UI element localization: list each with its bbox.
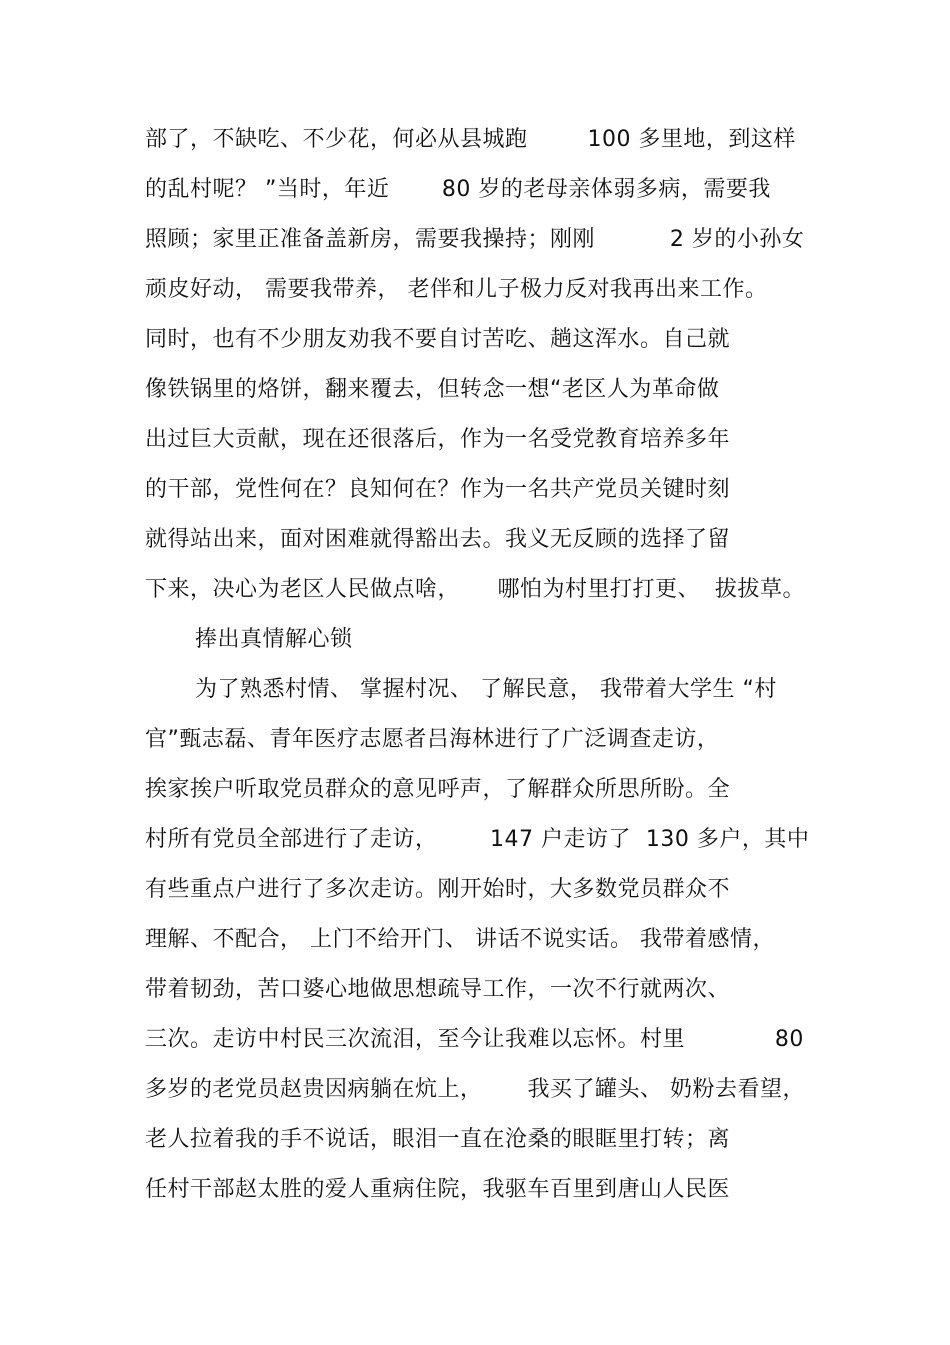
- text-line: 带着韧劲，苦口婆心地做思想疏导工作，一次不行就两次、: [145, 977, 731, 1002]
- text-line: 下来，决心为老区人民做点啥， 哪怕为村里打打更、 拔拔草。: [145, 577, 805, 602]
- text-line: 就得站出来，面对困难就得豁出去。我义无反顾的选择了留: [145, 527, 731, 552]
- text-line: 的乱村呢？ ”当时，年近 80 岁的老母亲体弱多病，需要我: [145, 177, 771, 202]
- paragraph-first-line: 为了熟悉村情、 掌握村况、 了解民意， 我带着大学生 “村: [195, 677, 777, 702]
- text-line: 理解、不配合， 上门不给开门、 讲话不说实话。 我带着感情，: [145, 927, 775, 952]
- text-line: 三次。走访中村民三次流泪，至今让我难以忘怀。村里 80: [145, 1027, 804, 1052]
- section-heading: 捧出真情解心锁: [195, 627, 353, 652]
- text-line: 有些重点户进行了多次走访。刚开始时，大多数党员群众不: [145, 877, 731, 902]
- text-line: 挨家挨户听取党员群众的意见呼声，了解群众所思所盼。全: [145, 777, 731, 802]
- text-line: 部了，不缺吃、不少花，何必从县城跑 100 多里地，到这样: [145, 127, 796, 152]
- text-line: 顽皮好动， 需要我带养， 老伴和儿子极力反对我再出来工作。: [145, 277, 768, 302]
- text-line: 的干部，党性何在？良知何在？作为一名共产党员关键时刻: [145, 477, 731, 502]
- text-line: 出过巨大贡献，现在还很落后，作为一名受党教育培养多年: [145, 427, 731, 452]
- text-line: 像铁锅里的烙饼，翻来覆去，但转念一想“老区人为革命做: [145, 377, 720, 402]
- text-line: 官”甄志磊、青年医疗志愿者吕海林进行了广泛调查走访，: [145, 727, 720, 752]
- text-line: 任村干部赵太胜的爱人重病住院，我驱车百里到唐山人民医: [145, 1177, 731, 1202]
- text-line: 村所有党员全部进行了走访， 147 户走访了 130 多户，其中: [145, 827, 810, 852]
- text-line: 多岁的老党员赵贵因病躺在炕上， 我买了罐头、 奶粉去看望，: [145, 1077, 805, 1102]
- text-line: 同时，也有不少朋友劝我不要自讨苦吃、趟这浑水。自己就: [145, 327, 731, 352]
- text-line: 老人拉着我的手不说话，眼泪一直在沧桑的眼眶里打转；离: [145, 1127, 731, 1152]
- text-line: 照顾；家里正准备盖新房，需要我操持；刚刚 2 岁的小孙女: [145, 227, 805, 252]
